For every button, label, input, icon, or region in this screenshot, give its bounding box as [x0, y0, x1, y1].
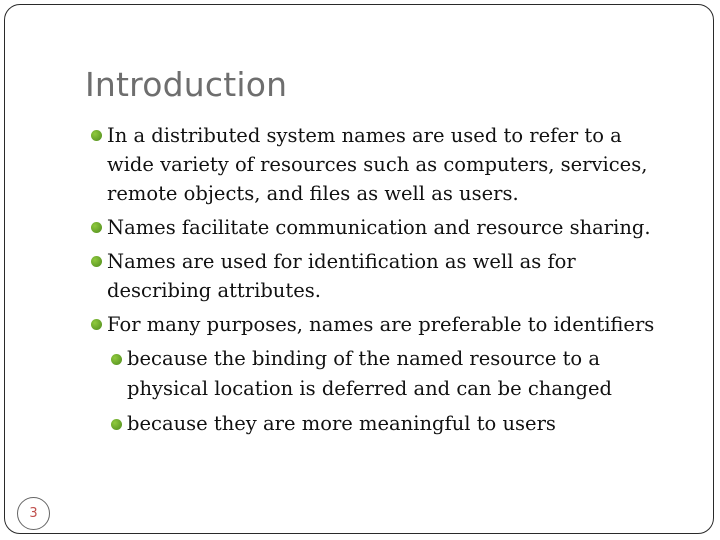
- sub-bullet-item: [89, 409, 669, 439]
- slide-frame: [4, 4, 714, 534]
- bullet-item: [89, 247, 669, 305]
- bullet-text: Names are used for identification as well as for describing attributes.: [107, 250, 576, 302]
- bullet-icon: [91, 130, 102, 141]
- bullet-icon: [91, 222, 102, 233]
- slide-title: Introduction: [85, 65, 288, 104]
- bullet-icon: [91, 256, 102, 267]
- bullet-icon: [111, 419, 122, 430]
- bullet-item: [89, 213, 669, 242]
- bullet-text: Names facilitate communication and resource sharing.: [107, 216, 651, 239]
- bullet-icon: [91, 319, 102, 330]
- bullet-text: In a distributed system names are used to refer to a wide variety of resources such as computers, services, remote objects, and files as well as users.: [107, 124, 648, 205]
- sub-bullet-item: [89, 344, 669, 404]
- sub-bullet-text: because they are more meaningful to users: [127, 412, 556, 435]
- bullet-item: [89, 310, 669, 339]
- sub-bullet-text: because the binding of the named resource to a physical location is deferred and can be changed: [127, 347, 613, 400]
- bullet-item: [89, 121, 669, 208]
- page-number: 3: [17, 497, 50, 530]
- bullet-list: [89, 121, 669, 444]
- bullet-icon: [111, 354, 122, 365]
- bullet-text: For many purposes, names are preferable to identifiers: [107, 313, 655, 336]
